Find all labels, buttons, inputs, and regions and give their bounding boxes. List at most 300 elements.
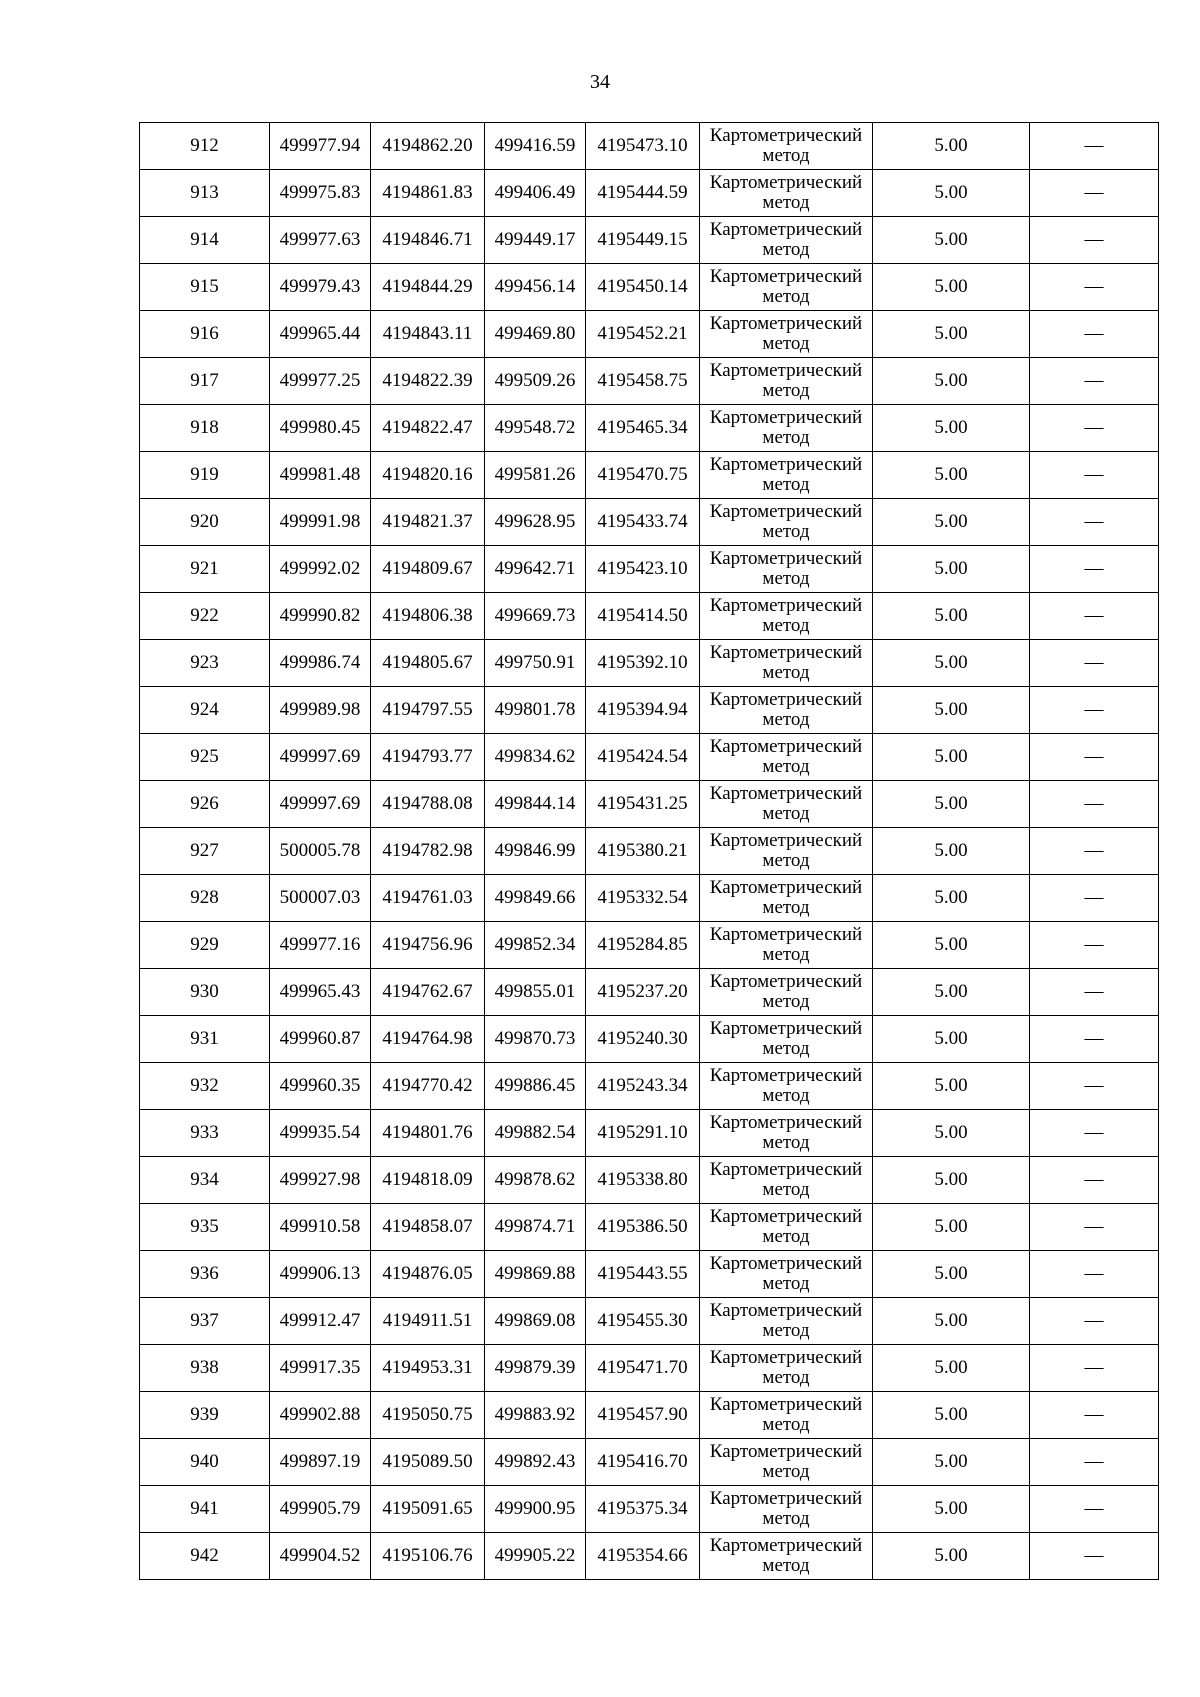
- method-line-2: метод: [762, 333, 810, 354]
- x2-cell: 499801.78: [485, 687, 586, 734]
- x1-cell: 500005.78: [270, 828, 371, 875]
- point-number-cell: 935: [140, 1204, 270, 1251]
- method-line-2: метод: [762, 850, 810, 871]
- point-number-cell: 929: [140, 922, 270, 969]
- method-line-1: Картометрический: [709, 1065, 863, 1086]
- method-line-1: Картометрический: [709, 689, 863, 710]
- y2-cell: 4195424.54: [586, 734, 700, 781]
- y1-cell: 4194762.67: [371, 969, 485, 1016]
- note-cell: —: [1030, 781, 1159, 828]
- method-line-2: метод: [762, 474, 810, 495]
- point-number-cell: 919: [140, 452, 270, 499]
- method-line-2: метод: [762, 1508, 810, 1529]
- y2-cell: 4195465.34: [586, 405, 700, 452]
- y2-cell: 4195240.30: [586, 1016, 700, 1063]
- method-line-1: Картометрический: [709, 1018, 863, 1039]
- method-line-2: метод: [762, 1367, 810, 1388]
- table-row: [140, 1345, 1159, 1392]
- x2-cell: 499406.49: [485, 170, 586, 217]
- method-cell: [700, 1251, 873, 1298]
- point-number-cell: 931: [140, 1016, 270, 1063]
- method-line-1: Картометрический: [709, 313, 863, 334]
- x2-cell: 499834.62: [485, 734, 586, 781]
- y2-cell: 4195452.21: [586, 311, 700, 358]
- y1-cell: 4194822.39: [371, 358, 485, 405]
- accuracy-cell: 5.00: [873, 264, 1030, 311]
- method-line-2: метод: [762, 1555, 810, 1576]
- method-cell: [700, 1439, 873, 1486]
- y1-cell: 4194820.16: [371, 452, 485, 499]
- accuracy-cell: 5.00: [873, 546, 1030, 593]
- table-row: [140, 1157, 1159, 1204]
- method-line-1: Картометрический: [709, 642, 863, 663]
- table-row: [140, 969, 1159, 1016]
- y1-cell: 4195091.65: [371, 1486, 485, 1533]
- method-cell: [700, 593, 873, 640]
- accuracy-cell: 5.00: [873, 123, 1030, 170]
- accuracy-cell: 5.00: [873, 311, 1030, 358]
- x2-cell: 499900.95: [485, 1486, 586, 1533]
- y1-cell: 4194809.67: [371, 546, 485, 593]
- method-line-1: Картометрический: [709, 1441, 863, 1462]
- y2-cell: 4195414.50: [586, 593, 700, 640]
- y2-cell: 4195386.50: [586, 1204, 700, 1251]
- y1-cell: 4195089.50: [371, 1439, 485, 1486]
- method-cell: [700, 781, 873, 828]
- y1-cell: 4194843.11: [371, 311, 485, 358]
- method-cell: [700, 1110, 873, 1157]
- method-line-2: метод: [762, 803, 810, 824]
- x1-cell: 499979.43: [270, 264, 371, 311]
- y2-cell: 4195354.66: [586, 1533, 700, 1580]
- table-row: [140, 405, 1159, 452]
- accuracy-cell: 5.00: [873, 593, 1030, 640]
- x1-cell: 499935.54: [270, 1110, 371, 1157]
- y2-cell: 4195237.20: [586, 969, 700, 1016]
- y1-cell: 4195050.75: [371, 1392, 485, 1439]
- y1-cell: 4194788.08: [371, 781, 485, 828]
- x2-cell: 499642.71: [485, 546, 586, 593]
- y2-cell: 4195471.70: [586, 1345, 700, 1392]
- note-cell: —: [1030, 311, 1159, 358]
- table-body: [140, 123, 1159, 1580]
- method-line-2: метод: [762, 427, 810, 448]
- point-number-cell: 917: [140, 358, 270, 405]
- table-row: [140, 1439, 1159, 1486]
- accuracy-cell: 5.00: [873, 640, 1030, 687]
- method-cell: [700, 1486, 873, 1533]
- x2-cell: 499456.14: [485, 264, 586, 311]
- y2-cell: 4195457.90: [586, 1392, 700, 1439]
- note-cell: —: [1030, 546, 1159, 593]
- table-row: [140, 781, 1159, 828]
- accuracy-cell: 5.00: [873, 170, 1030, 217]
- point-number-cell: 918: [140, 405, 270, 452]
- method-line-2: метод: [762, 145, 810, 166]
- point-number-cell: 933: [140, 1110, 270, 1157]
- x1-cell: 499980.45: [270, 405, 371, 452]
- table-row: [140, 264, 1159, 311]
- accuracy-cell: 5.00: [873, 875, 1030, 922]
- table-row: [140, 1486, 1159, 1533]
- point-number-cell: 940: [140, 1439, 270, 1486]
- point-number-cell: 941: [140, 1486, 270, 1533]
- point-number-cell: 920: [140, 499, 270, 546]
- method-line-2: метод: [762, 897, 810, 918]
- accuracy-cell: 5.00: [873, 1251, 1030, 1298]
- method-line-2: метод: [762, 1226, 810, 1247]
- y2-cell: 4195338.80: [586, 1157, 700, 1204]
- y1-cell: 4194876.05: [371, 1251, 485, 1298]
- y2-cell: 4195444.59: [586, 170, 700, 217]
- method-cell: [700, 734, 873, 781]
- table-row: [140, 828, 1159, 875]
- y2-cell: 4195375.34: [586, 1486, 700, 1533]
- note-cell: —: [1030, 1157, 1159, 1204]
- y2-cell: 4195443.55: [586, 1251, 700, 1298]
- point-number-cell: 913: [140, 170, 270, 217]
- note-cell: —: [1030, 734, 1159, 781]
- x1-cell: 499912.47: [270, 1298, 371, 1345]
- accuracy-cell: 5.00: [873, 1110, 1030, 1157]
- method-line-1: Картометрический: [709, 501, 863, 522]
- x2-cell: 499870.73: [485, 1016, 586, 1063]
- note-cell: —: [1030, 170, 1159, 217]
- x1-cell: 499997.69: [270, 734, 371, 781]
- note-cell: —: [1030, 499, 1159, 546]
- method-line-2: метод: [762, 709, 810, 730]
- point-number-cell: 942: [140, 1533, 270, 1580]
- method-line-1: Картометрический: [709, 125, 863, 146]
- x2-cell: 499882.54: [485, 1110, 586, 1157]
- method-line-2: метод: [762, 1414, 810, 1435]
- method-line-1: Картометрический: [709, 924, 863, 945]
- x1-cell: 499997.69: [270, 781, 371, 828]
- accuracy-cell: 5.00: [873, 1204, 1030, 1251]
- note-cell: —: [1030, 123, 1159, 170]
- x1-cell: 499992.02: [270, 546, 371, 593]
- x1-cell: 499991.98: [270, 499, 371, 546]
- y1-cell: 4194846.71: [371, 217, 485, 264]
- point-number-cell: 937: [140, 1298, 270, 1345]
- point-number-cell: 915: [140, 264, 270, 311]
- note-cell: —: [1030, 828, 1159, 875]
- accuracy-cell: 5.00: [873, 1157, 1030, 1204]
- x2-cell: 499886.45: [485, 1063, 586, 1110]
- x2-cell: 499548.72: [485, 405, 586, 452]
- accuracy-cell: 5.00: [873, 358, 1030, 405]
- x1-cell: 499977.94: [270, 123, 371, 170]
- x1-cell: 499990.82: [270, 593, 371, 640]
- y1-cell: 4194764.98: [371, 1016, 485, 1063]
- note-cell: —: [1030, 875, 1159, 922]
- method-line-2: метод: [762, 1273, 810, 1294]
- x1-cell: 500007.03: [270, 875, 371, 922]
- y1-cell: 4194862.20: [371, 123, 485, 170]
- point-number-cell: 922: [140, 593, 270, 640]
- method-cell: [700, 546, 873, 593]
- method-line-1: Картометрический: [709, 407, 863, 428]
- x1-cell: 499905.79: [270, 1486, 371, 1533]
- method-cell: [700, 170, 873, 217]
- x2-cell: 499892.43: [485, 1439, 586, 1486]
- table-row: [140, 640, 1159, 687]
- accuracy-cell: 5.00: [873, 217, 1030, 264]
- page-number: 34: [590, 71, 610, 93]
- x2-cell: 499855.01: [485, 969, 586, 1016]
- note-cell: —: [1030, 593, 1159, 640]
- y1-cell: 4194797.55: [371, 687, 485, 734]
- x1-cell: 499986.74: [270, 640, 371, 687]
- table-row: [140, 687, 1159, 734]
- x2-cell: 499905.22: [485, 1533, 586, 1580]
- y1-cell: 4194858.07: [371, 1204, 485, 1251]
- method-cell: [700, 1063, 873, 1110]
- point-number-cell: 923: [140, 640, 270, 687]
- x2-cell: 499469.80: [485, 311, 586, 358]
- note-cell: —: [1030, 1486, 1159, 1533]
- method-line-2: метод: [762, 615, 810, 636]
- method-line-1: Картометрический: [709, 1300, 863, 1321]
- method-cell: [700, 452, 873, 499]
- method-line-1: Картометрический: [709, 1347, 863, 1368]
- x2-cell: 499878.62: [485, 1157, 586, 1204]
- y2-cell: 4195423.10: [586, 546, 700, 593]
- y2-cell: 4195380.21: [586, 828, 700, 875]
- accuracy-cell: 5.00: [873, 1063, 1030, 1110]
- x1-cell: 499977.63: [270, 217, 371, 264]
- point-number-cell: 914: [140, 217, 270, 264]
- note-cell: —: [1030, 264, 1159, 311]
- point-number-cell: 916: [140, 311, 270, 358]
- x1-cell: 499965.43: [270, 969, 371, 1016]
- x1-cell: 499977.25: [270, 358, 371, 405]
- method-line-1: Картометрический: [709, 971, 863, 992]
- point-number-cell: 912: [140, 123, 270, 170]
- method-cell: [700, 499, 873, 546]
- method-line-2: метод: [762, 1461, 810, 1482]
- method-line-2: метод: [762, 991, 810, 1012]
- table-row: [140, 734, 1159, 781]
- method-cell: [700, 969, 873, 1016]
- x2-cell: 499883.92: [485, 1392, 586, 1439]
- method-line-2: метод: [762, 756, 810, 777]
- accuracy-cell: 5.00: [873, 969, 1030, 1016]
- method-line-1: Картометрический: [709, 1206, 863, 1227]
- y1-cell: 4194844.29: [371, 264, 485, 311]
- method-cell: [700, 640, 873, 687]
- table-row: [140, 1016, 1159, 1063]
- x1-cell: 499960.35: [270, 1063, 371, 1110]
- accuracy-cell: 5.00: [873, 1345, 1030, 1392]
- x1-cell: 499960.87: [270, 1016, 371, 1063]
- method-line-1: Картометрический: [709, 877, 863, 898]
- x1-cell: 499977.16: [270, 922, 371, 969]
- method-line-2: метод: [762, 239, 810, 260]
- accuracy-cell: 5.00: [873, 1533, 1030, 1580]
- method-cell: [700, 358, 873, 405]
- y2-cell: 4195394.94: [586, 687, 700, 734]
- method-cell: [700, 1392, 873, 1439]
- x1-cell: 499975.83: [270, 170, 371, 217]
- y1-cell: 4194806.38: [371, 593, 485, 640]
- method-cell: [700, 687, 873, 734]
- y2-cell: 4195449.15: [586, 217, 700, 264]
- y2-cell: 4195433.74: [586, 499, 700, 546]
- accuracy-cell: 5.00: [873, 734, 1030, 781]
- method-line-2: метод: [762, 1179, 810, 1200]
- table-row: [140, 452, 1159, 499]
- table-row: [140, 358, 1159, 405]
- method-line-1: Картометрический: [709, 548, 863, 569]
- note-cell: —: [1030, 358, 1159, 405]
- y1-cell: 4194821.37: [371, 499, 485, 546]
- method-line-2: метод: [762, 1132, 810, 1153]
- y2-cell: 4195455.30: [586, 1298, 700, 1345]
- table-row: [140, 922, 1159, 969]
- accuracy-cell: 5.00: [873, 687, 1030, 734]
- y2-cell: 4195332.54: [586, 875, 700, 922]
- table-row: [140, 1533, 1159, 1580]
- accuracy-cell: 5.00: [873, 405, 1030, 452]
- method-line-2: метод: [762, 1038, 810, 1059]
- method-line-1: Картометрический: [709, 783, 863, 804]
- y1-cell: 4194818.09: [371, 1157, 485, 1204]
- method-line-1: Картометрический: [709, 266, 863, 287]
- note-cell: —: [1030, 1016, 1159, 1063]
- note-cell: —: [1030, 1204, 1159, 1251]
- x2-cell: 499879.39: [485, 1345, 586, 1392]
- y2-cell: 4195243.34: [586, 1063, 700, 1110]
- x2-cell: 499844.14: [485, 781, 586, 828]
- y1-cell: 4194953.31: [371, 1345, 485, 1392]
- method-cell: [700, 1298, 873, 1345]
- table-row: [140, 1251, 1159, 1298]
- point-number-cell: 926: [140, 781, 270, 828]
- point-number-cell: 938: [140, 1345, 270, 1392]
- y2-cell: 4195284.85: [586, 922, 700, 969]
- note-cell: —: [1030, 640, 1159, 687]
- method-line-1: Картометрический: [709, 736, 863, 757]
- method-cell: [700, 1345, 873, 1392]
- x1-cell: 499927.98: [270, 1157, 371, 1204]
- note-cell: —: [1030, 405, 1159, 452]
- y1-cell: 4194756.96: [371, 922, 485, 969]
- x1-cell: 499897.19: [270, 1439, 371, 1486]
- y1-cell: 4194911.51: [371, 1298, 485, 1345]
- y2-cell: 4195416.70: [586, 1439, 700, 1486]
- point-number-cell: 930: [140, 969, 270, 1016]
- x2-cell: 499581.26: [485, 452, 586, 499]
- point-number-cell: 921: [140, 546, 270, 593]
- x1-cell: 499910.58: [270, 1204, 371, 1251]
- y1-cell: 4194801.76: [371, 1110, 485, 1157]
- y1-cell: 4194861.83: [371, 170, 485, 217]
- method-cell: [700, 1157, 873, 1204]
- point-number-cell: 932: [140, 1063, 270, 1110]
- method-line-1: Картометрический: [709, 454, 863, 475]
- note-cell: —: [1030, 687, 1159, 734]
- method-line-1: Картометрический: [709, 1535, 863, 1556]
- method-cell: [700, 311, 873, 358]
- accuracy-cell: 5.00: [873, 1298, 1030, 1345]
- table-row: [140, 875, 1159, 922]
- method-line-1: Картометрический: [709, 1253, 863, 1274]
- x2-cell: 499849.66: [485, 875, 586, 922]
- y2-cell: 4195392.10: [586, 640, 700, 687]
- note-cell: —: [1030, 1251, 1159, 1298]
- y2-cell: 4195450.14: [586, 264, 700, 311]
- table-row: [140, 1204, 1159, 1251]
- method-cell: [700, 1533, 873, 1580]
- y2-cell: 4195473.10: [586, 123, 700, 170]
- note-cell: —: [1030, 1392, 1159, 1439]
- table-row: [140, 1063, 1159, 1110]
- y1-cell: 4194770.42: [371, 1063, 485, 1110]
- x2-cell: 499669.73: [485, 593, 586, 640]
- table-row: [140, 499, 1159, 546]
- y1-cell: 4194805.67: [371, 640, 485, 687]
- y1-cell: 4194761.03: [371, 875, 485, 922]
- accuracy-cell: 5.00: [873, 828, 1030, 875]
- method-cell: [700, 123, 873, 170]
- coordinates-table: [139, 122, 1159, 1580]
- x2-cell: 499869.08: [485, 1298, 586, 1345]
- method-cell: [700, 1016, 873, 1063]
- accuracy-cell: 5.00: [873, 499, 1030, 546]
- point-number-cell: 927: [140, 828, 270, 875]
- method-line-2: метод: [762, 380, 810, 401]
- y2-cell: 4195291.10: [586, 1110, 700, 1157]
- method-line-1: Картометрический: [709, 1159, 863, 1180]
- method-cell: [700, 264, 873, 311]
- table-row: [140, 1110, 1159, 1157]
- method-line-1: Картометрический: [709, 219, 863, 240]
- method-cell: [700, 217, 873, 264]
- x2-cell: 499869.88: [485, 1251, 586, 1298]
- x2-cell: 499874.71: [485, 1204, 586, 1251]
- x2-cell: 499628.95: [485, 499, 586, 546]
- accuracy-cell: 5.00: [873, 1392, 1030, 1439]
- table-row: [140, 311, 1159, 358]
- point-number-cell: 934: [140, 1157, 270, 1204]
- method-cell: [700, 875, 873, 922]
- method-line-2: метод: [762, 1085, 810, 1106]
- note-cell: —: [1030, 922, 1159, 969]
- note-cell: —: [1030, 1533, 1159, 1580]
- y1-cell: 4194822.47: [371, 405, 485, 452]
- method-line-2: метод: [762, 568, 810, 589]
- accuracy-cell: 5.00: [873, 922, 1030, 969]
- table-row: [140, 123, 1159, 170]
- x2-cell: 499846.99: [485, 828, 586, 875]
- method-line-2: метод: [762, 944, 810, 965]
- x1-cell: 499902.88: [270, 1392, 371, 1439]
- x2-cell: 499852.34: [485, 922, 586, 969]
- y2-cell: 4195458.75: [586, 358, 700, 405]
- y1-cell: 4194782.98: [371, 828, 485, 875]
- table-row: [140, 593, 1159, 640]
- table-row: [140, 1298, 1159, 1345]
- accuracy-cell: 5.00: [873, 781, 1030, 828]
- x1-cell: 499981.48: [270, 452, 371, 499]
- point-number-cell: 928: [140, 875, 270, 922]
- table-row: [140, 217, 1159, 264]
- x1-cell: 499917.35: [270, 1345, 371, 1392]
- x2-cell: 499449.17: [485, 217, 586, 264]
- method-line-1: Картометрический: [709, 595, 863, 616]
- table-row: [140, 170, 1159, 217]
